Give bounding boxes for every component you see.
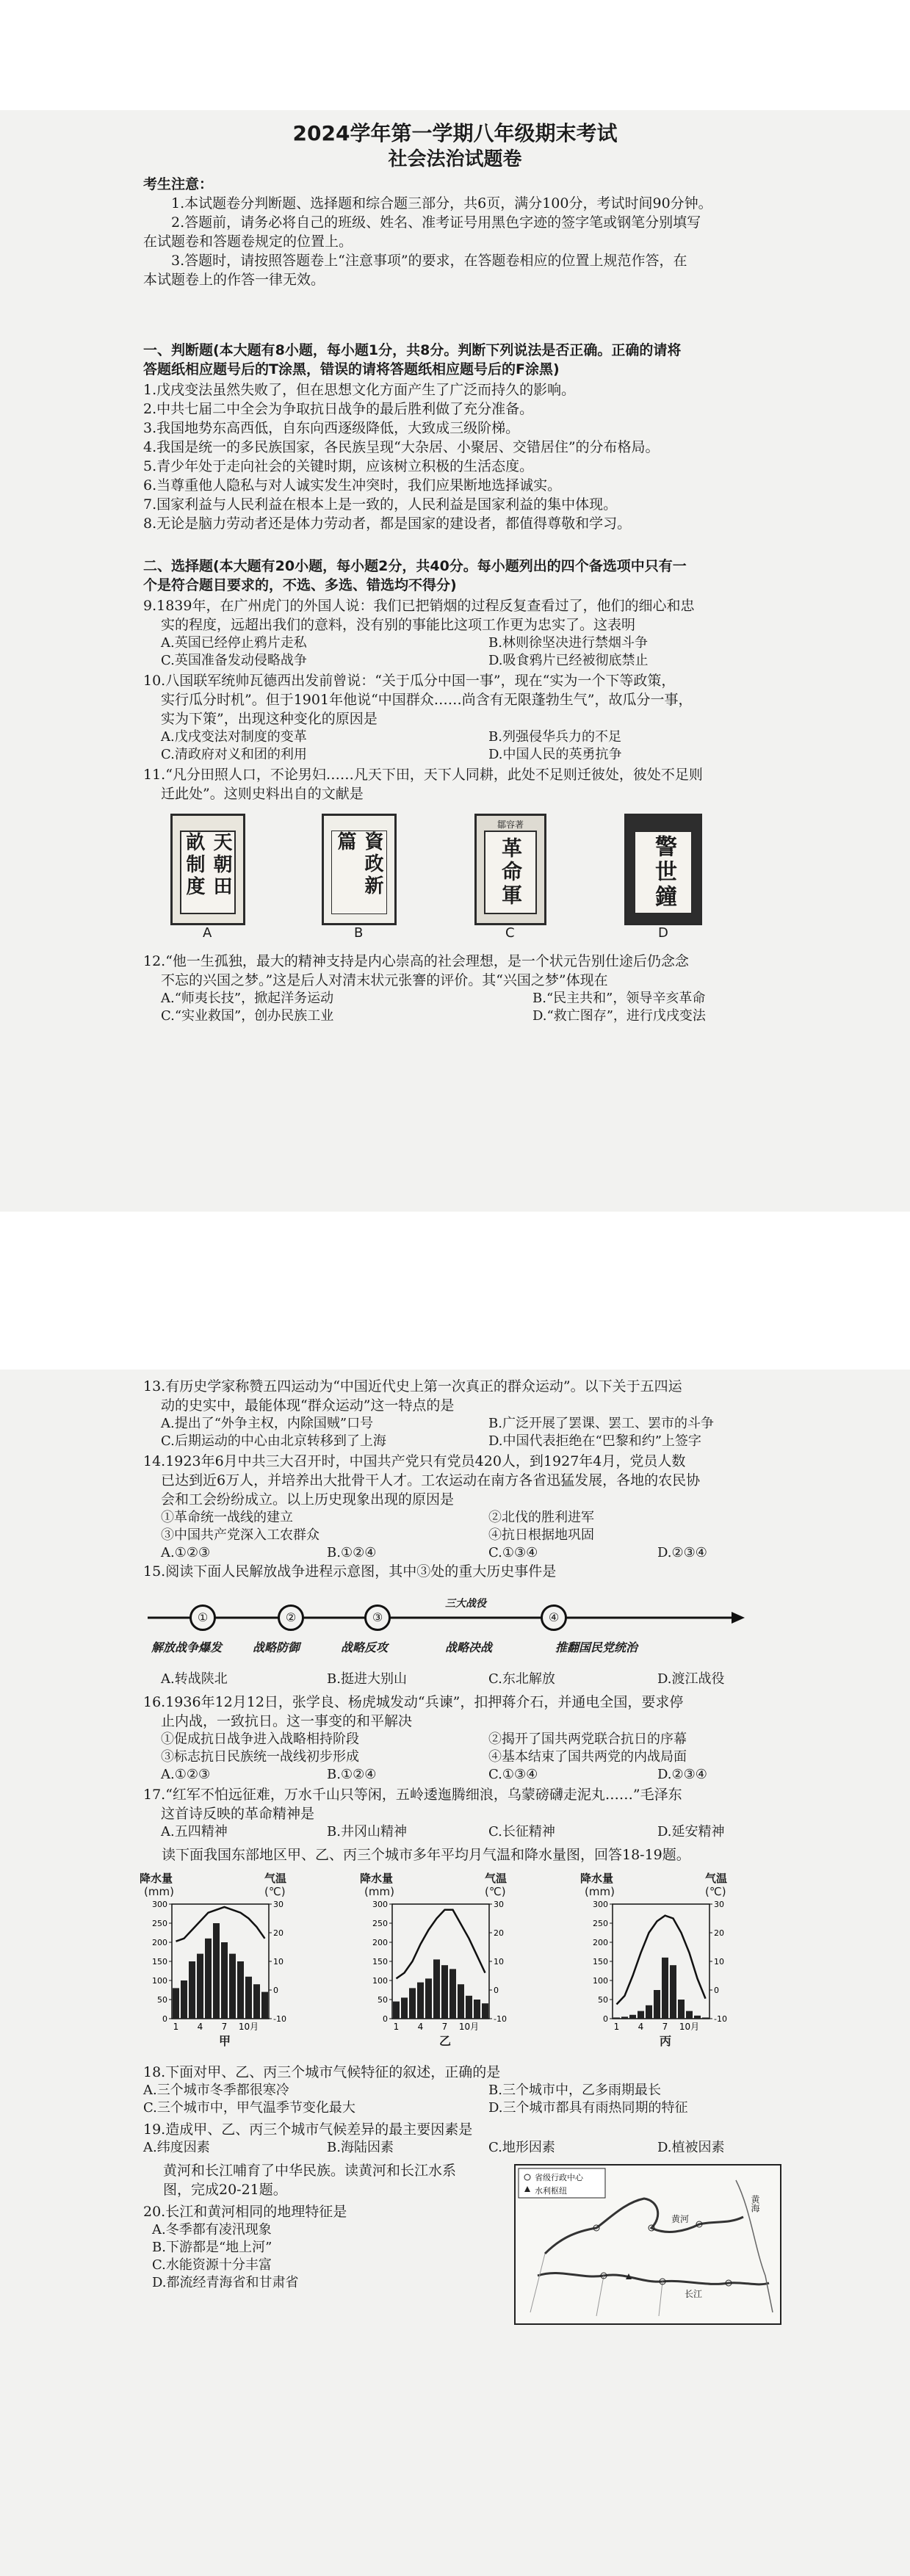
question-stem: 12.“他一生孤独，最大的精神支持是内心崇高的社会理想，是一个状元告别仕途后仍念念 (143, 953, 689, 969)
precip-tick-label: 200 (152, 1938, 167, 1947)
precip-bar (466, 1996, 472, 2019)
timeline-above-label: 三大战役 (445, 1598, 486, 1610)
precip-tick-label: 100 (152, 1976, 167, 1986)
timeline-node-2: ② (278, 1604, 304, 1631)
temp-tick-label: 30 (273, 1900, 284, 1909)
temp-tick-label: 20 (494, 1928, 504, 1938)
precip-bar (425, 1978, 432, 2019)
notice-line: 2.答题前，请务必将自己的班级、姓名、准考证号用黑色字迹的签字笔或钢笔分别填写 (171, 214, 701, 231)
river-intro (163, 2161, 501, 2199)
exam-title: 2024学年第一学期八年级期末考试 (292, 121, 618, 145)
option-d[interactable]: D.渡江战役 (657, 1671, 725, 1687)
options (143, 728, 804, 764)
question-stem: 16.1936年12月12日，张学良、杨虎城发动“兵谏”，扣押蒋介石，并通电全国，要求停 (143, 1694, 684, 1710)
option-b[interactable]: B.广泛开展了罢课、罢工、罢市的斗争 (488, 1416, 714, 1431)
question-stem: 会和工会纷纷成立。以上历史现象出现的原因是 (161, 1491, 455, 1508)
precip-bar (662, 1958, 668, 2019)
temp-axis-unit: (℃) (264, 1885, 286, 1898)
month-tick-label: 7 (441, 2022, 448, 2032)
precip-tick-label: 300 (372, 1900, 388, 1909)
precip-tick-label: 250 (593, 1919, 608, 1928)
timeline-node-3: ③ (364, 1604, 391, 1631)
precip-tick-label: 100 (372, 1976, 388, 1986)
question-stem: 迁此处”。这则史料出自的文献是 (161, 786, 364, 802)
judge-item: 3.我国地势东高西低，自东向西逐级降低，大致成三级阶梯。 (143, 420, 520, 436)
question-stem: 这首诗反映的革命精神是 (161, 1806, 315, 1822)
temp-tick-label: 10 (714, 1957, 724, 1967)
question-stem: 13.有历史学家称赞五四运动为“中国近代史上第一次真正的群众运动”。以下关于五四运 (143, 1378, 682, 1394)
precip-bar (409, 1988, 416, 2019)
chart-name: 丙 (660, 2034, 672, 2048)
book-title: 警世鐘 (651, 835, 676, 910)
precip-bar (670, 1965, 676, 2019)
chart-name: 甲 (219, 2034, 231, 2048)
precip-tick-label: 250 (152, 1919, 167, 1928)
timeline-label: 战略防御 (253, 1640, 300, 1654)
option-b[interactable]: B.①②④ (327, 1767, 377, 1782)
question-stem: 10.八国联军统帅瓦德西出发前曾说：“关于瓜分中国一事”，现在“实为一个下等政策， (143, 673, 676, 689)
question-11 (143, 765, 804, 803)
options (143, 1823, 804, 1841)
precip-tick-label: 0 (162, 2014, 167, 2024)
climate-chart-3 (580, 1872, 771, 2055)
options (143, 990, 804, 1025)
precip-bar (638, 2011, 644, 2019)
book-letter-c: C (505, 925, 515, 941)
temp-axis-title: 气温 (485, 1872, 508, 1885)
notice-line: 3.答题时，请按照答题卷上“注意事项”的要求，在答题卷相应的位置上规范作答，在 (171, 253, 687, 269)
option-c[interactable]: C.东北解放 (488, 1671, 555, 1687)
judge-item: 8.无论是脑力劳动者还是体力劳动者，都是国家的建设者，都值得尊敬和学习。 (143, 515, 632, 532)
option-b[interactable]: B.①②④ (327, 1545, 377, 1560)
month-tick-label: 4 (197, 2022, 203, 2032)
option-a[interactable]: A.①②③ (161, 1767, 211, 1782)
precip-bar (229, 1954, 236, 2019)
timeline-label: 推翻国民党统治 (555, 1640, 638, 1654)
notice-block (143, 194, 804, 289)
book-image-b[interactable] (322, 814, 397, 925)
book-letter-d: D (658, 925, 668, 941)
climate-intro: 读下面我国东部地区甲、乙、丙三个城市多年平均月气温和降水量图，回答18-19题。 (162, 1847, 690, 1863)
climate-chart-1 (140, 1872, 331, 2055)
statement-list (143, 1509, 804, 1562)
option-b[interactable]: B.三个城市中，乙多雨期最长 (488, 2083, 661, 2098)
precip-bar (654, 1990, 660, 2019)
judge-list (143, 380, 804, 533)
precip-axis-title: 降水量 (360, 1872, 394, 1885)
question-12 (143, 952, 804, 1025)
precip-bar (189, 1961, 195, 2019)
option-c[interactable]: C.长征精神 (488, 1824, 555, 1839)
judge-item: 1.戊戌变法虽然失败了，但在思想文化方面产生了广泛而持久的影响。 (143, 382, 576, 398)
option-b[interactable]: B.井冈山精神 (327, 1824, 407, 1839)
option-d[interactable]: D.②③④ (657, 1545, 707, 1560)
question-stem: 9.1839年，在广州虎门的外国人说：我们已把销烟的过程反复查看过了，他们的细心和忠 (143, 598, 695, 614)
option-d[interactable]: D.吸食鸦片已经被彻底禁止 (488, 653, 649, 668)
statement-item: ③标志抗日民族统一战线初步形成 (161, 1749, 359, 1765)
precip-bar (221, 1942, 228, 2019)
option-c[interactable]: C.三个城市中，甲气温季节变化最大 (143, 2100, 355, 2116)
temp-tick-label: 20 (714, 1928, 724, 1938)
section1-heading (143, 341, 804, 379)
option-a[interactable]: A.冬季都有凌汛现象 (152, 2222, 272, 2237)
book-image-a[interactable] (170, 814, 245, 925)
option-a[interactable]: A.纬度因素 (143, 2140, 210, 2155)
precip-tick-label: 100 (593, 1976, 608, 1986)
chart-plot (360, 1872, 551, 2033)
precip-bar (173, 1988, 179, 2019)
options (143, 1415, 804, 1450)
map-legend-dam: 水利枢纽 (535, 2186, 567, 2196)
judge-item: 2.中共七届二中全会为争取抗日战争的最后胜利做了充分准备。 (143, 401, 534, 417)
statement-item: ④基本结束了国共两党的内战局面 (488, 1749, 687, 1765)
question-13 (143, 1377, 804, 1450)
timeline-label: 战略反攻 (341, 1640, 389, 1654)
precip-bar (621, 2016, 628, 2019)
option-a[interactable]: A.“师夷长技”，掀起洋务运动 (161, 991, 334, 1006)
exam-subtitle: 社会法治试题卷 (388, 148, 522, 170)
precip-axis-unit: (mm) (144, 1885, 174, 1898)
options (143, 2139, 804, 2157)
exam-page-2 (0, 1370, 910, 2576)
precip-bar (449, 1969, 456, 2019)
option-d[interactable]: D.植被因素 (657, 2140, 725, 2155)
map-label-yellow-river: 黄河 (671, 2214, 690, 2224)
precip-axis-title: 降水量 (140, 1872, 173, 1885)
chart-name: 乙 (439, 2034, 452, 2048)
precip-tick-label: 150 (152, 1957, 167, 1967)
options (143, 634, 804, 670)
temp-tick-label: 30 (494, 1900, 504, 1909)
question-18 (143, 2063, 804, 2117)
question-14 (143, 1452, 804, 1562)
precip-bar (261, 1992, 268, 2019)
exam-page-1 (0, 110, 910, 1212)
precip-bar (433, 1959, 440, 2019)
month-tick-label: 10月 (458, 2022, 480, 2032)
option-a[interactable]: A.转战陕北 (161, 1671, 228, 1687)
precip-bar (401, 1997, 408, 2019)
precip-bar (213, 1923, 220, 2019)
plot-frame (613, 1904, 709, 2019)
options (143, 2082, 804, 2117)
timeline-label: 战略决战 (445, 1640, 493, 1654)
temp-axis-title: 气温 (705, 1872, 728, 1885)
statement-item: ①促成抗日战争进入战略相持阶段 (161, 1732, 359, 1747)
temp-tick-label: -10 (273, 2014, 286, 2024)
option-b[interactable]: B.海陆因素 (327, 2140, 394, 2155)
climate-chart-2 (360, 1872, 551, 2055)
option-d[interactable]: D.中国人民的英勇抗争 (488, 747, 622, 762)
section2-heading (143, 557, 804, 595)
notice-heading: 考生注意： (143, 176, 214, 192)
precip-tick-label: 200 (372, 1938, 388, 1947)
precip-tick-label: 250 (372, 1919, 388, 1928)
book-author: 鄒容著 (496, 820, 524, 830)
option-c[interactable]: C.后期运动的中心由北京转移到了上海 (161, 1433, 386, 1449)
question-stem: 不忘的兴国之梦。”这是后人对清末状元张謇的评价。其“兴国之梦”体现在 (161, 972, 608, 988)
precip-bar (441, 1965, 448, 2019)
judge-item: 4.我国是统一的多民族国家，各民族呈现“大杂居、小聚居、交错居住”的分布格局。 (143, 439, 660, 455)
war-progress-timeline (144, 1596, 746, 1662)
precip-bar (393, 2002, 400, 2019)
month-tick-label: 10月 (238, 2022, 259, 2032)
statement-list (143, 1731, 804, 1784)
question-stem: 实为下策”，出现这种变化的原因是 (161, 711, 378, 727)
question-stem: 11.“凡分田照人口，不论男妇……凡天下田，天下人同耕，此处不足则迁彼处，彼处不足则 (143, 767, 703, 783)
precip-bar (613, 2017, 620, 2019)
question-20 (143, 2202, 496, 2292)
temp-line (176, 1907, 265, 1942)
month-tick-label: 7 (221, 2022, 228, 2032)
question-17 (143, 1785, 804, 1841)
question-stem: 18.下面对甲、乙、丙三个城市气候特征的叙述，正确的是 (143, 2064, 501, 2080)
option-d[interactable]: D.中国代表拒绝在“巴黎和约”上签字 (488, 1433, 701, 1449)
question-stem: 20.长江和黄河相同的地理特征是 (143, 2204, 347, 2220)
temp-line (397, 1910, 485, 1979)
book-title: 天朝田畝制度 (183, 832, 232, 898)
option-c[interactable]: C.①③④ (488, 1767, 538, 1782)
question-stem: 14.1923年6月中共三大召开时，中国共产党只有党员420人，到1927年4月，党员人数 (143, 1453, 686, 1469)
precip-bar (458, 1984, 464, 2019)
precip-tick-label: 150 (593, 1957, 608, 1967)
book-letter-b: B (354, 925, 364, 941)
temp-line (617, 1916, 706, 2005)
precip-tick-label: 300 (593, 1900, 608, 1909)
precip-bar (474, 2000, 480, 2019)
map-legend-capital: 省级行政中心 (535, 2173, 583, 2182)
option-a[interactable]: A.提出了“外争主权，内除国贼”口号 (161, 1416, 374, 1431)
climate-charts (140, 1872, 801, 2055)
judge-item: 6.当尊重他人隐私与对人诚实发生冲突时，我们应果断地选择诚实。 (143, 477, 562, 493)
precip-bar (686, 2011, 693, 2019)
temp-tick-label: 0 (494, 1986, 499, 1995)
temp-axis-title: 气温 (264, 1872, 287, 1885)
section1-heading-line: 一、判断题(本大题有8小题，每小题1分，共8分。判断下列说法是否正确。正确的请将 (143, 342, 682, 358)
river-map (514, 2164, 781, 2325)
precip-bar (205, 1939, 212, 2019)
book-title: 資政新篇 (334, 831, 383, 897)
chart-plot (580, 1872, 771, 2033)
temp-axis-unit: (℃) (705, 1885, 726, 1898)
precip-bar (702, 2017, 709, 2019)
statement-item: ③中国共产党深入工农群众 (161, 1527, 319, 1543)
question-15-options (143, 1671, 804, 1688)
judge-item: 7.国家利益与人民利益在根本上是一致的，人民利益是国家利益的集中体现。 (143, 496, 618, 513)
month-tick-label: 1 (613, 2022, 620, 2032)
question-stem: 实的程度，远超出我们的意料，没有别的事能比这项工作更为忠实了。这表明 (161, 617, 636, 633)
temp-tick-label: 20 (273, 1928, 284, 1938)
question-stem: 17.“红军不怕远征难，万水千山只等闲，五岭逶迤腾细浪，乌蒙磅礴走泥丸……”毛泽东 (143, 1787, 682, 1803)
question-stem: 动的史实中，最能体现“群众运动”这一特点的是 (161, 1397, 455, 1414)
temp-tick-label: 0 (273, 1986, 278, 1995)
notice-line: 本试题卷上的作答一律无效。 (143, 272, 325, 288)
temp-tick-label: 30 (714, 1900, 724, 1909)
option-b[interactable]: B.列强侵华兵力的不足 (488, 729, 621, 745)
precip-bar (245, 1977, 252, 2019)
section2-heading-line: 个是符合题目要求的，不选、多选、错选均不得分) (143, 577, 457, 593)
option-a[interactable]: A.三个城市冬季都很寒冷 (143, 2083, 289, 2098)
option-a[interactable]: A.英国已经停止鸦片走私 (161, 635, 307, 651)
precip-tick-label: 50 (378, 1995, 388, 2005)
option-a[interactable]: A.五四精神 (161, 1824, 228, 1839)
chart-plot (140, 1872, 331, 2033)
month-tick-label: 1 (173, 2022, 179, 2032)
question-stem: 实行瓜分时机”。但于1901年他说“中国群众……尚含有无限蓬勃生气”，故瓜分一事， (161, 692, 693, 708)
option-c[interactable]: C.地形因素 (488, 2140, 555, 2155)
precip-bar (694, 2016, 701, 2019)
option-b[interactable]: B.林则徐坚决进行禁烟斗争 (488, 635, 648, 651)
river-intro-line: 图，完成20-21题。 (163, 2182, 287, 2198)
precip-tick-label: 200 (593, 1938, 608, 1947)
statement-item: ①革命统一战线的建立 (161, 1510, 293, 1525)
map-label-yangtze: 长江 (685, 2289, 703, 2299)
temp-axis-unit: (℃) (485, 1885, 506, 1898)
precip-axis-unit: (mm) (364, 1885, 394, 1898)
option-b[interactable]: B.下游都是“地上河” (152, 2240, 272, 2255)
book-image-c[interactable] (474, 814, 546, 925)
option-a[interactable]: A.戊戌变法对制度的变革 (161, 729, 307, 745)
option-d[interactable]: D.②③④ (657, 1767, 707, 1782)
option-b[interactable]: B.“民主共和”，领导辛亥革命 (532, 991, 706, 1006)
map-label-sea: 黄海 (750, 2195, 760, 2213)
question-stem: 止内战，一致抗日。这一事变的和平解决 (161, 1713, 413, 1729)
timeline-node-4: ④ (541, 1604, 567, 1631)
option-c[interactable]: C.①③④ (488, 1545, 538, 1560)
question-16 (143, 1693, 804, 1784)
option-c[interactable]: C.水能资源十分丰富 (152, 2257, 272, 2273)
precip-bar (253, 1984, 260, 2019)
timeline-node-1: ① (189, 1604, 216, 1631)
notice-line: 在试题卷和答题卷规定的位置上。 (143, 234, 353, 250)
precip-bar (237, 1961, 244, 2019)
precip-tick-label: 0 (603, 2014, 608, 2024)
question-stem: 已达到近6万人，并培养出大批骨干人才。工农运动在南方各省迅猛发展，各地的农民协 (161, 1472, 701, 1488)
precip-axis-title: 降水量 (580, 1872, 614, 1885)
option-a[interactable]: A.①②③ (161, 1545, 211, 1560)
notice-line: 1.本试题卷分判断题、选择题和综合题三部分，共6页，满分100分，考试时间90分钟。 (171, 195, 712, 211)
month-tick-label: 10月 (679, 2022, 700, 2032)
precip-bar (629, 2015, 636, 2019)
precip-tick-label: 50 (157, 1995, 167, 2005)
book-image-d[interactable] (624, 814, 702, 925)
question-10 (143, 671, 804, 764)
section2-heading-line: 二、选择题(本大题有20小题，每小题2分，共40分。每小题列出的四个备选项中只有一 (143, 558, 687, 574)
month-tick-label: 1 (393, 2022, 400, 2032)
option-b[interactable]: B.挺进大别山 (327, 1671, 407, 1687)
precip-tick-label: 150 (372, 1957, 388, 1967)
question-19 (143, 2120, 804, 2157)
precip-axis-unit: (mm) (585, 1885, 615, 1898)
question-9 (143, 596, 804, 670)
temp-tick-label: 0 (714, 1986, 719, 1995)
option-d[interactable]: D.都流经青海省和甘肃省 (152, 2275, 299, 2290)
book-title: 革命軍 (499, 837, 523, 908)
precip-bar (646, 2005, 652, 2019)
month-tick-label: 7 (662, 2022, 668, 2032)
precip-bar (197, 1954, 203, 2019)
precip-tick-label: 50 (598, 1995, 608, 2005)
statement-item: ②北伐的胜利进军 (488, 1510, 594, 1525)
option-d[interactable]: D.“救亡图存”，进行戊戌变法 (532, 1008, 706, 1024)
precip-bar (482, 2003, 488, 2019)
judge-item: 5.青少年处于走向社会的关键时期，应该树立积极的生活态度。 (143, 458, 534, 474)
temp-tick-label: -10 (714, 2014, 727, 2024)
temp-tick-label: 10 (494, 1957, 504, 1967)
option-c[interactable]: C.英国准备发动侵略战争 (161, 653, 307, 668)
book-letter-a: A (203, 925, 212, 941)
month-tick-label: 4 (638, 2022, 644, 2032)
timeline-label: 解放战争爆发 (151, 1640, 223, 1654)
statement-item: ②揭开了国共两党联合抗日的序幕 (488, 1732, 687, 1747)
question-stem: 19.造成甲、乙、丙三个城市气候差异的最主要因素是 (143, 2121, 473, 2138)
month-tick-label: 4 (417, 2022, 424, 2032)
river-intro-line: 黄河和长江哺育了中华民族。读黄河和长江水系 (163, 2163, 457, 2179)
option-d[interactable]: D.三个城市都具有雨热同期的特征 (488, 2100, 688, 2116)
precip-tick-label: 300 (152, 1900, 167, 1909)
section1-heading-line: 答题纸相应题号后的T涂黑，错误的请将答题纸相应题号后的F涂黑) (143, 361, 560, 377)
temp-tick-label: 10 (273, 1957, 284, 1967)
question-15-stem: 15.阅读下面人民解放战争进程示意图，其中③处的重大历史事件是 (143, 1563, 557, 1580)
temp-tick-label: -10 (494, 2014, 507, 2024)
statement-item: ④抗日根据地巩固 (488, 1527, 594, 1543)
precip-bar (417, 1983, 424, 2019)
precip-bar (181, 1980, 187, 2019)
option-d[interactable]: D.延安精神 (657, 1824, 725, 1839)
option-c[interactable]: C.“实业救国”，创办民族工业 (161, 1008, 334, 1024)
option-c[interactable]: C.清政府对义和团的利用 (161, 747, 307, 762)
precip-tick-label: 0 (383, 2014, 388, 2024)
precip-bar (678, 2000, 685, 2019)
